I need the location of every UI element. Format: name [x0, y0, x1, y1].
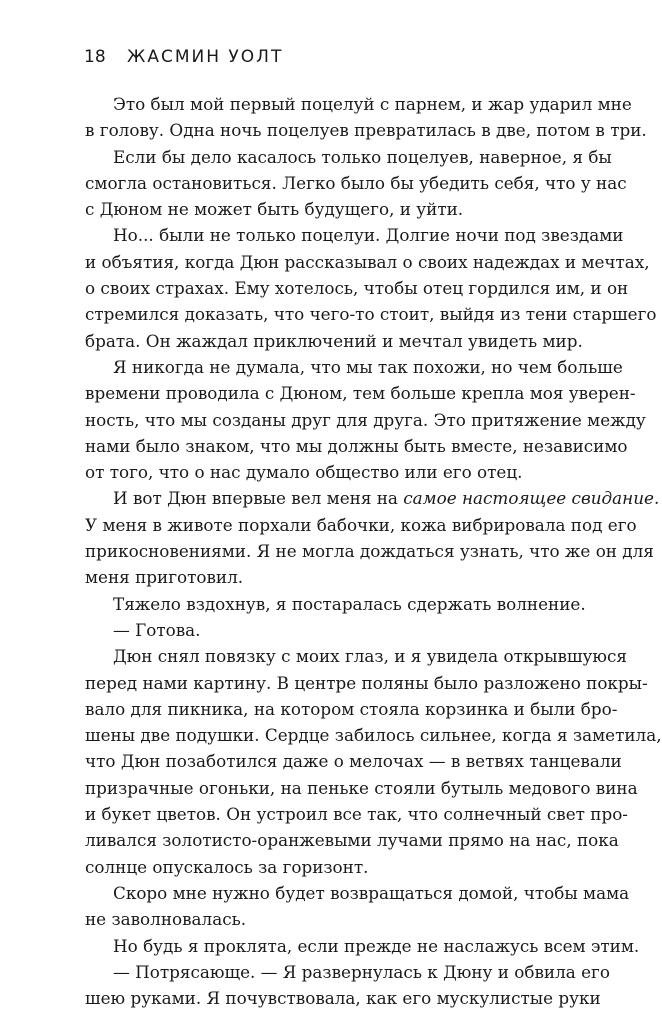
text-line-content: Я никогда не думала, что мы так похожи, но чем больше — [113, 356, 623, 377]
text-line-content: смогла остановиться. Легко было бы убедить себя, что у нас — [85, 172, 627, 193]
text-line — [85, 959, 610, 985]
text-line — [85, 117, 647, 143]
text-line-content: и объятия, когда Дюн рассказывал о своих надеждах и мечтах, — [85, 251, 650, 272]
text-line-content: брата. Он жаждал приключений и мечтал увидеть мир. — [85, 330, 583, 351]
text-line-content: и букет цветов. Он устроил все так, что солнечный свет про- — [85, 804, 628, 825]
text-line — [85, 643, 627, 669]
text-line-content: Дюн снял повязку с моих глаз, и я увидела открывшуюся — [113, 646, 627, 667]
text-line-content: перед нами картину. В центре поляны было разложено покры- — [85, 672, 648, 693]
text-line-content: нами было знаком, что мы должны быть вместе, независимо — [85, 435, 628, 456]
text-line-content: с Дюном не может быть будущего, и уйти. — [85, 199, 464, 220]
text-line-content: о своих страхах. Ему хотелось, чтобы отец гордился им, и он — [85, 278, 629, 299]
text-line — [85, 354, 623, 380]
text-line-content: У меня в животе порхали бабочки, кожа вибрировала под его — [85, 514, 637, 535]
text-line-content: призрачные огоньки, на пеньке стояли бутыль медового вина — [85, 777, 638, 798]
text-line — [85, 512, 637, 538]
text-line-content: — Готова. — [113, 619, 201, 640]
text-line — [85, 222, 624, 248]
text-line — [85, 380, 636, 406]
text-line-italic: самое настоящее свидание. — [403, 488, 660, 509]
body-text — [85, 91, 662, 1011]
text-line-content: Но будь я проклята, если прежде не наслажусь всем этим. — [113, 935, 640, 956]
text-line-content: Это был мой первый поцелуй с парнем, и жар ударил мне — [113, 94, 632, 114]
text-line — [85, 801, 628, 827]
text-line — [85, 275, 629, 301]
running-header-author: ЖАСМИН УОЛТ — [127, 47, 284, 67]
text-line-content: ность, что мы созданы друг для друга. Это притяжение между — [85, 409, 646, 430]
text-line-content: что Дюн позаботился даже о мелочах — в ветвях танцевали — [85, 751, 622, 772]
text-line — [85, 880, 630, 906]
text-line — [85, 985, 601, 1011]
text-line — [85, 170, 627, 196]
text-line — [85, 301, 657, 327]
running-header — [84, 47, 584, 67]
text-line-content: меня приготовил. — [85, 567, 244, 588]
text-line-content: вало для пикника, на котором стояла корзинка и были бро- — [85, 698, 618, 719]
text-line-content: шены две подушки. Сердце забилось сильнее, когда я заметила, — [85, 725, 662, 746]
text-line-content: Но... были не только поцелуи. Долгие ночи под звездами — [113, 225, 624, 246]
text-line-content: ливался золотисто-оранжевыми лучами прямо на нас, пока — [85, 830, 619, 851]
text-line — [85, 538, 654, 564]
text-line-content: Скоро мне нужно будет возвращаться домой, чтобы мама — [113, 882, 630, 903]
text-line-content: не заволновалась. — [85, 909, 247, 930]
text-line — [85, 485, 660, 511]
text-line-content: Тяжело вздохнув, я постаралась сдержать волнение. — [113, 593, 586, 614]
text-line — [85, 827, 619, 853]
text-line — [85, 433, 628, 459]
text-line-content: прикосновениями. Я не могла дождаться узнать, что же он для — [85, 541, 654, 562]
text-line — [85, 933, 640, 959]
text-line-content: от того, что о нас думало общество или его отец. — [85, 462, 523, 483]
text-line — [85, 722, 662, 748]
text-line — [85, 328, 581, 354]
text-line — [85, 196, 581, 222]
text-line-content: в голову. Одна ночь поцелуев превратилась в две, потом в три. — [85, 120, 647, 141]
text-line-content: И вот Дюн впервые вел меня на — [113, 488, 404, 509]
text-line — [85, 617, 581, 643]
text-line-content: шею руками. Я почувствовала, как его мускулистые руки — [85, 988, 601, 1009]
text-line — [85, 564, 581, 590]
text-line — [85, 91, 632, 117]
text-line — [85, 696, 618, 722]
text-line — [85, 775, 638, 801]
text-line — [85, 459, 581, 485]
text-line-content: — Потрясающе. — Я развернулась к Дюну и обвила его — [113, 961, 610, 982]
text-line — [85, 670, 648, 696]
text-line — [85, 591, 586, 617]
text-line-content: стремился доказать, что чего-то стоит, выйдя из тени старшего — [85, 304, 657, 325]
text-line-content: солнце опускалось за горизонт. — [85, 856, 369, 877]
text-line — [85, 407, 646, 433]
text-line-content: Если бы дело касалось только поцелуев, наверное, я бы — [113, 146, 612, 167]
text-line — [85, 748, 622, 774]
text-line — [85, 144, 612, 170]
text-line-content: времени проводила с Дюном, тем больше крепла моя уверен- — [85, 383, 636, 404]
text-line — [85, 906, 581, 932]
text-line — [85, 854, 581, 880]
text-line — [85, 249, 650, 275]
page-number: 18 — [84, 47, 106, 67]
